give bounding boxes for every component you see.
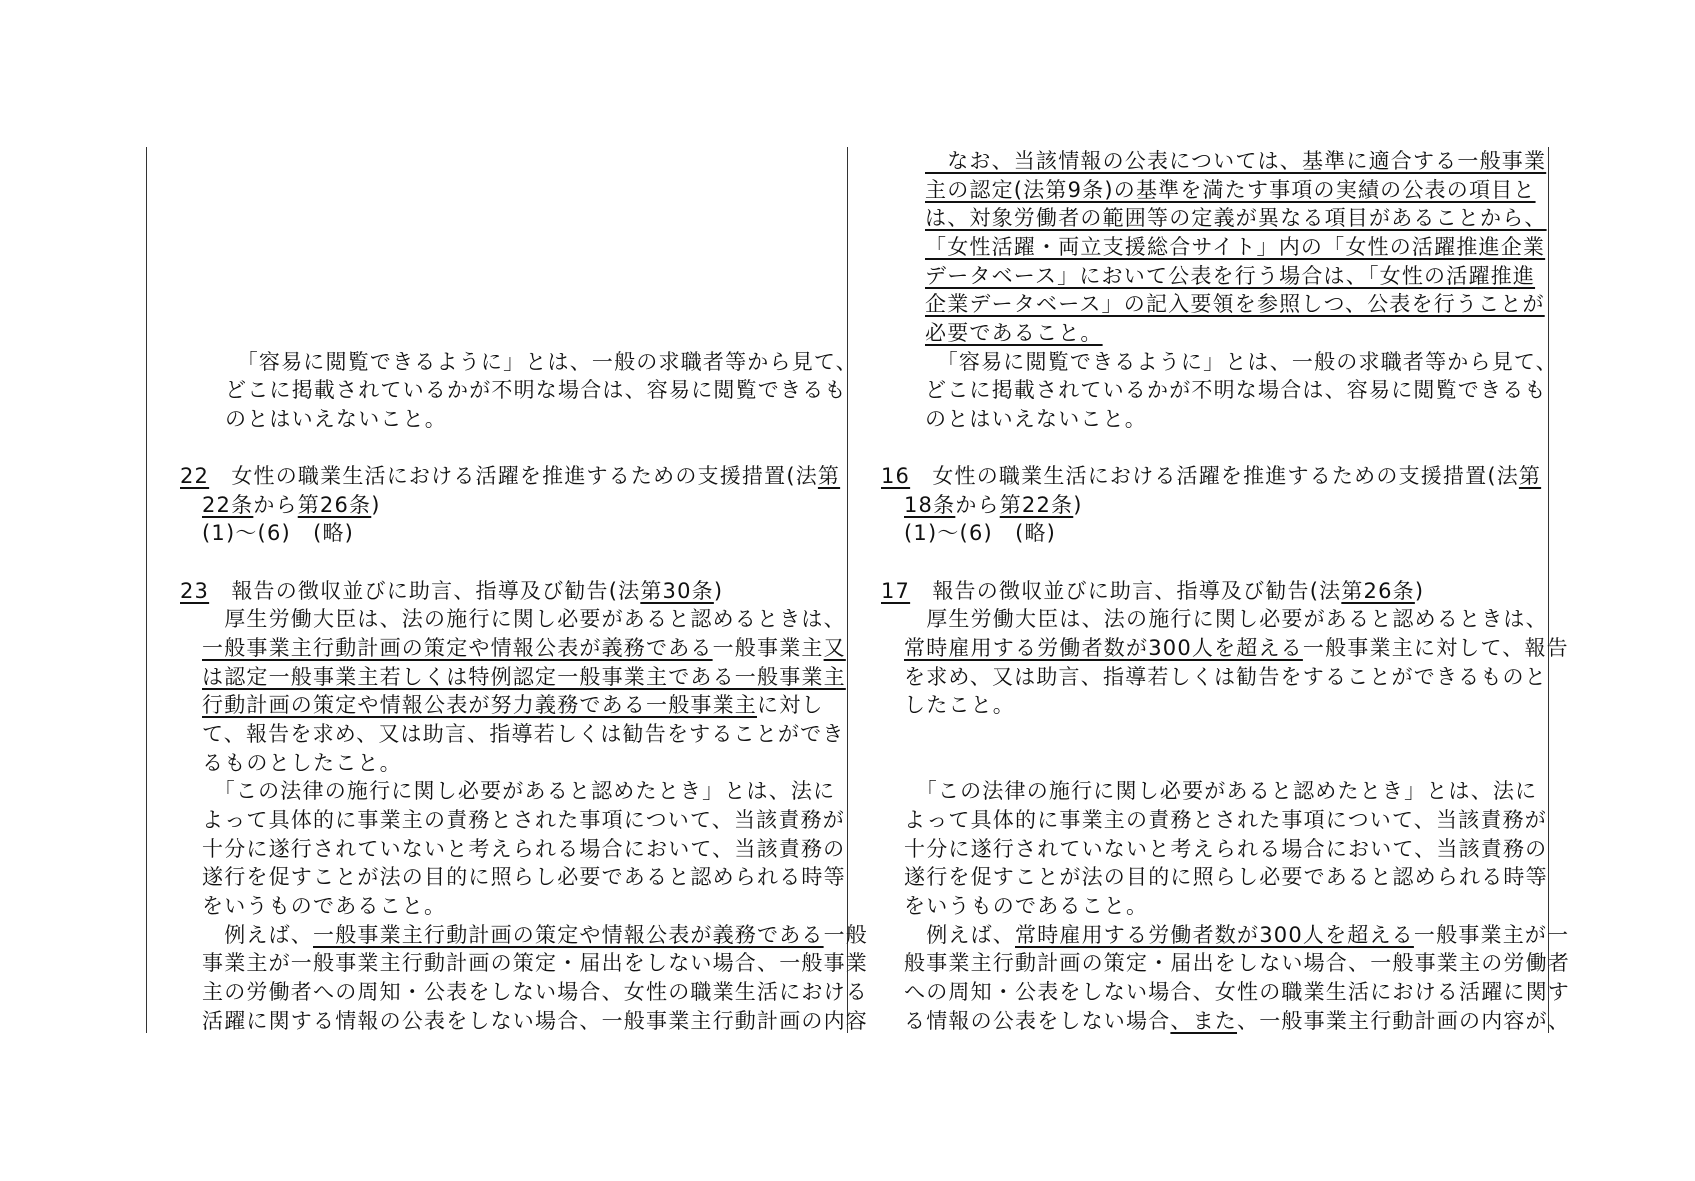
underlined-text: 主の認定(法第9条)の基準を満たす事項の実績の公表の項目と bbox=[925, 177, 1536, 202]
text-line bbox=[202, 1007, 868, 1035]
text-line bbox=[202, 949, 868, 977]
column-divider bbox=[847, 147, 848, 1033]
text-segment: 厚生労働大臣は、法の施行に関し必要があると認めるときは、 bbox=[202, 607, 846, 632]
text-line bbox=[904, 777, 1537, 805]
underlined-text: 常時雇用する労働者数が300人を超える bbox=[904, 636, 1303, 661]
text-line bbox=[925, 376, 1547, 404]
underlined-text: 一般事業主行動計画の策定や情報公表が義務である bbox=[202, 636, 713, 661]
text-segment: 報告の徴収並びに助言、指導及び勧告(法 bbox=[910, 578, 1342, 603]
text-line bbox=[202, 491, 381, 519]
text-segment: したこと。 bbox=[904, 693, 1015, 718]
text-line bbox=[202, 663, 846, 691]
text-line bbox=[925, 348, 1558, 376]
text-segment: て、報告を求め、又は助言、指導若しくは勧告をすることができ bbox=[202, 722, 845, 746]
text-line bbox=[225, 376, 847, 404]
text-line bbox=[202, 777, 835, 805]
text-line bbox=[202, 978, 868, 1006]
text-line bbox=[925, 147, 1546, 175]
underlined-text: 16 bbox=[881, 464, 911, 489]
text-segment: を求め、又は助言、指導若しくは勧告をすることができるものと bbox=[904, 664, 1547, 689]
underlined-text: は、対象労働者の範囲等の定義が異なる項目があることから、 bbox=[925, 206, 1547, 231]
text-segment: 報告の徴収並びに助言、指導及び勧告(法 bbox=[209, 578, 641, 603]
underlined-text: データベース」において公表を行う場合は、「女性の活躍推進 bbox=[925, 263, 1536, 288]
text-segment: 厚生労働大臣は、法の施行に関し必要があると認めるときは、 bbox=[904, 607, 1548, 632]
text-segment: をいうものであること。 bbox=[904, 893, 1149, 918]
text-segment: る情報の公表をしない場合 bbox=[904, 1008, 1171, 1033]
underlined-text: 一般事業主行動計画の策定や情報公表が義務である bbox=[313, 922, 824, 947]
text-line bbox=[180, 577, 723, 605]
text-segment: (1)～(6) (略) bbox=[202, 521, 355, 546]
text-segment: 活躍に関する情報の公表をしない場合、一般事業主行動計画の内容 bbox=[202, 1008, 868, 1033]
text-segment: をいうものであること。 bbox=[202, 893, 447, 918]
text-segment: どこに掲載されているかが不明な場合は、容易に閲覧できるも bbox=[225, 378, 847, 403]
text-segment: 遂行を促すことが法の目的に照らし必要であると認められる時等 bbox=[202, 865, 846, 890]
underlined-text: 又 bbox=[823, 636, 846, 661]
underlined-text: 22条 bbox=[202, 492, 254, 517]
text-line bbox=[904, 663, 1547, 691]
text-segment: から bbox=[253, 492, 298, 517]
text-segment: 十分に遂行されていないと考えられる場合において、当該責務の bbox=[904, 836, 1548, 861]
text-line bbox=[202, 749, 402, 777]
text-line bbox=[925, 290, 1545, 318]
underlined-text: 第26条 bbox=[297, 492, 372, 517]
text-line bbox=[904, 806, 1547, 834]
text-segment: 「この法律の施行に関し必要があると認めたとき」とは、法に bbox=[202, 779, 836, 804]
text-segment: のとはいえないこと。 bbox=[225, 406, 447, 431]
underlined-text: 必要であること。 bbox=[925, 320, 1103, 345]
text-segment: 女性の職業生活における活躍を推進するための支援措置(法 bbox=[910, 464, 1519, 489]
text-segment: 一般事業主 bbox=[712, 636, 824, 661]
text-line bbox=[925, 405, 1147, 433]
text-line bbox=[202, 634, 846, 662]
underlined-text: 第30条 bbox=[640, 578, 714, 603]
text-line bbox=[925, 262, 1535, 290]
table-border-right bbox=[1548, 147, 1549, 1033]
text-segment: ) bbox=[1414, 578, 1425, 603]
text-line bbox=[904, 978, 1570, 1006]
underlined-text: 22 bbox=[180, 464, 210, 489]
text-line bbox=[925, 233, 1545, 261]
text-segment: 、一般事業主行動計画の内容が、 bbox=[1237, 1008, 1571, 1033]
text-line bbox=[881, 462, 1541, 490]
underlined-text: 企業データベース」の記入要領を参照しつ、公表を行うことが bbox=[925, 292, 1545, 317]
underlined-text: 第22条 bbox=[999, 492, 1074, 517]
text-line bbox=[904, 691, 1015, 719]
underlined-text: 第 bbox=[1518, 464, 1542, 489]
text-line bbox=[904, 634, 1569, 662]
text-line bbox=[904, 491, 1083, 519]
text-segment: (1)～(6) (略) bbox=[904, 521, 1057, 546]
text-line bbox=[904, 921, 1569, 949]
text-line bbox=[925, 204, 1547, 232]
text-line bbox=[904, 605, 1548, 633]
underlined-text: は認定一般事業主若しくは特例認定一般事業主である一般事業主 bbox=[202, 664, 846, 689]
text-segment: よって具体的に事業主の責務とされた事項について、当該責務が bbox=[202, 807, 845, 832]
text-line bbox=[904, 519, 1056, 547]
text-segment: 般事業主行動計画の策定・届出をしない場合、一般事業主の労働者 bbox=[904, 951, 1570, 976]
text-line bbox=[202, 806, 845, 834]
text-segment: 一般事業主に対して、報告 bbox=[1302, 636, 1569, 661]
text-segment: よって具体的に事業主の責務とされた事項について、当該責務が bbox=[904, 807, 1547, 832]
text-line bbox=[904, 863, 1548, 891]
text-segment: への周知・公表をしない場合、女性の職業生活における活躍に関す bbox=[904, 979, 1570, 1004]
text-line bbox=[904, 1007, 1570, 1035]
text-line bbox=[925, 176, 1536, 204]
text-segment: どこに掲載されているかが不明な場合は、容易に閲覧できるも bbox=[925, 378, 1547, 403]
underlined-text: 第26条 bbox=[1341, 578, 1415, 603]
text-segment: 十分に遂行されていないと考えられる場合において、当該責務の bbox=[202, 836, 846, 861]
text-segment: 例えば、 bbox=[904, 922, 1015, 947]
text-segment: のとはいえないこと。 bbox=[925, 406, 1147, 431]
text-segment: ) bbox=[713, 578, 724, 603]
text-segment: ) bbox=[371, 492, 381, 517]
text-line bbox=[202, 519, 354, 547]
text-line bbox=[904, 892, 1148, 920]
text-line bbox=[881, 577, 1424, 605]
text-line bbox=[225, 405, 447, 433]
text-segment: 遂行を促すことが法の目的に照らし必要であると認められる時等 bbox=[904, 865, 1548, 890]
text-segment: 女性の職業生活における活躍を推進するための支援措置(法 bbox=[209, 464, 818, 489]
underlined-text: 23 bbox=[180, 578, 210, 603]
text-line bbox=[925, 319, 1103, 347]
text-line bbox=[202, 921, 868, 949]
text-segment: 例えば、 bbox=[202, 922, 313, 947]
text-line bbox=[180, 462, 840, 490]
text-segment: 一般事業主が一 bbox=[1413, 922, 1570, 947]
text-segment: 「容易に閲覧できるように」とは、一般の求職者等から見て、 bbox=[225, 349, 858, 374]
underlined-text: 常時雇用する労働者数が300人を超える bbox=[1015, 922, 1414, 947]
text-segment: に対し bbox=[757, 693, 824, 718]
text-segment: 主の労働者への周知・公表をしない場合、女性の職業生活における bbox=[202, 979, 868, 1004]
text-line bbox=[904, 835, 1547, 863]
underlined-text: 「女性活躍・両立支援総合サイト」内の「女性の活躍推進企業 bbox=[925, 234, 1546, 259]
underlined-text: なお、当該情報の公表については、基準に適合する一般事業 bbox=[925, 149, 1547, 173]
text-line bbox=[202, 892, 446, 920]
text-segment: るものとしたこと。 bbox=[202, 750, 402, 775]
text-line bbox=[202, 835, 845, 863]
underlined-text: 17 bbox=[881, 578, 911, 603]
text-line bbox=[202, 691, 824, 719]
table-border-left bbox=[146, 147, 147, 1033]
text-segment: から bbox=[955, 492, 1000, 517]
text-segment: 一般 bbox=[823, 922, 869, 947]
text-line bbox=[202, 605, 846, 633]
text-line bbox=[225, 348, 858, 376]
underlined-text: 、また bbox=[1170, 1008, 1238, 1033]
underlined-text: 18条 bbox=[904, 492, 956, 517]
underlined-text: 行動計画の策定や情報公表が努力義務である一般事業主 bbox=[202, 693, 757, 718]
text-line bbox=[202, 720, 845, 748]
text-line bbox=[904, 949, 1570, 977]
text-segment: 「この法律の施行に関し必要があると認めたとき」とは、法に bbox=[904, 779, 1538, 804]
text-segment: ) bbox=[1073, 492, 1083, 517]
text-segment: 事業主が一般事業主行動計画の策定・届出をしない場合、一般事業 bbox=[202, 951, 868, 976]
text-line bbox=[202, 863, 846, 891]
underlined-text: 第 bbox=[817, 464, 841, 489]
text-segment: 「容易に閲覧できるように」とは、一般の求職者等から見て、 bbox=[925, 349, 1558, 374]
